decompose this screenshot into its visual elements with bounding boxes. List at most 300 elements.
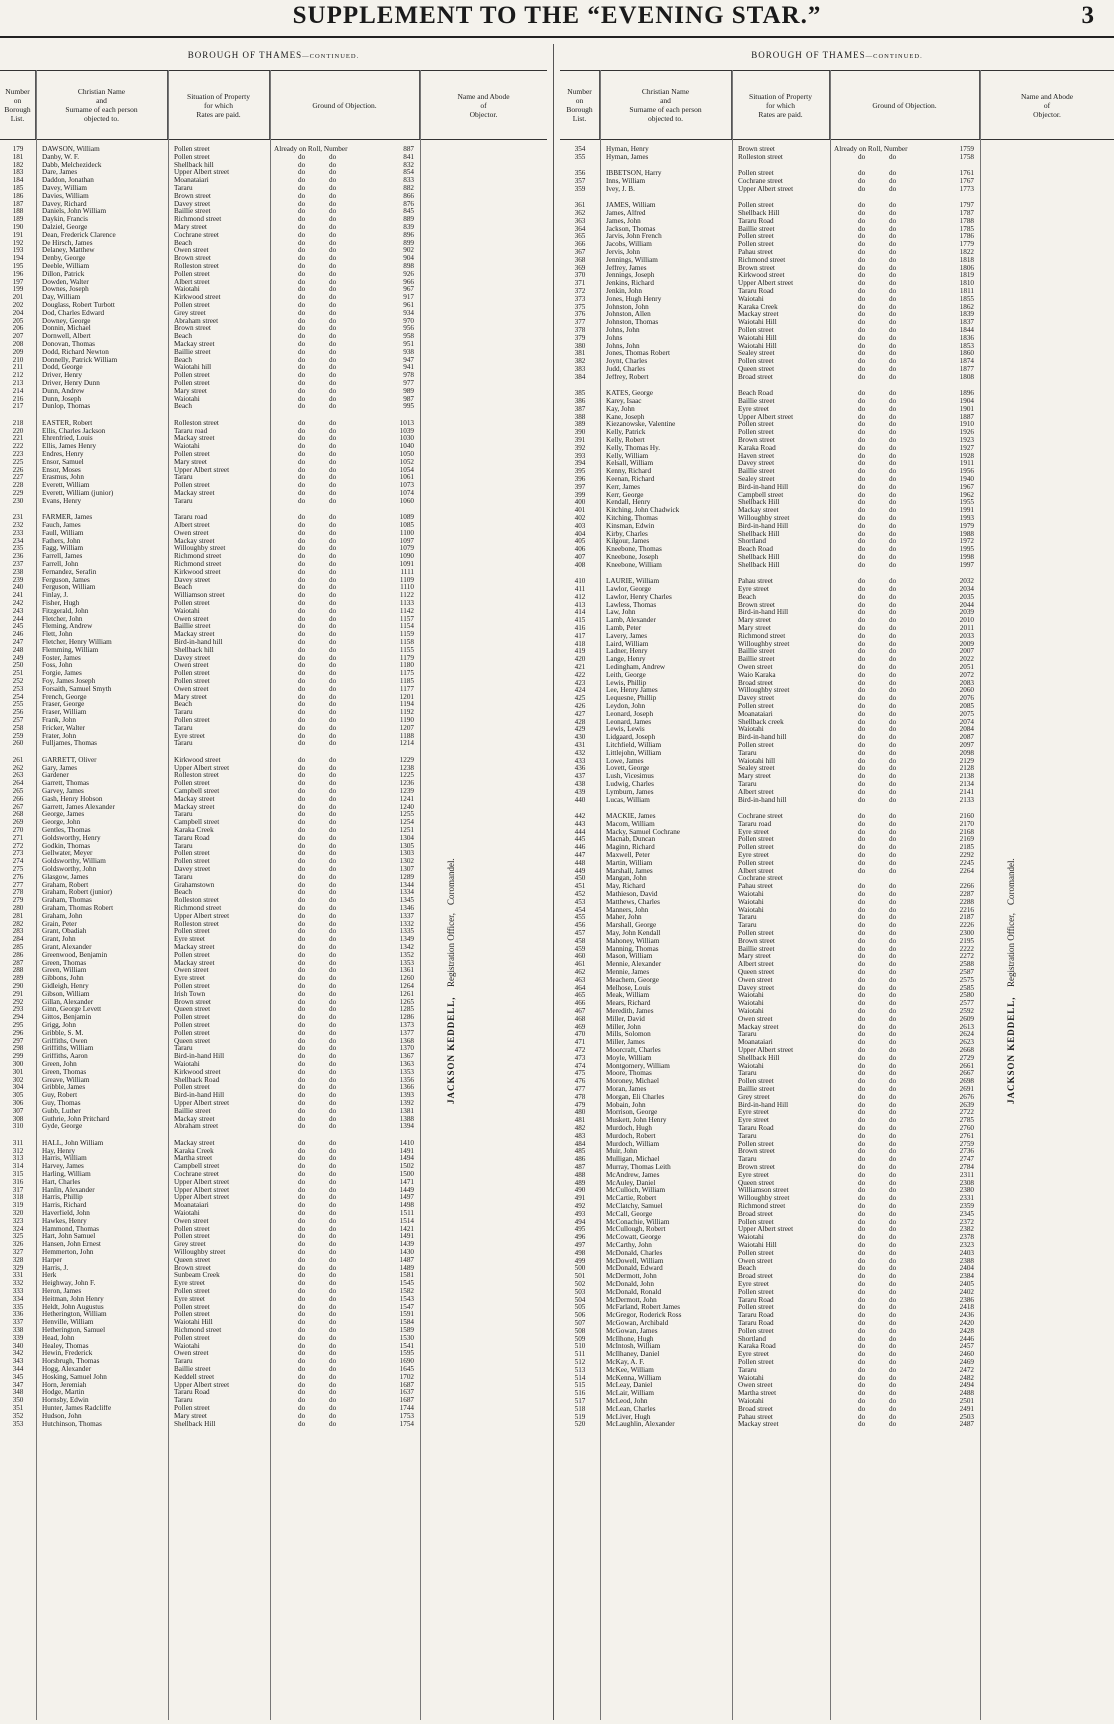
entry-roll-number: 2245 [959,859,974,867]
entry-name: McAndrew, James [606,1171,660,1179]
list-row [560,296,1114,304]
entry-name: Johnston, Allen [606,311,651,319]
entry-roll-number: 2592 [959,1008,974,1015]
entry-name: Karey, Isaac [606,398,642,405]
masthead-rule [0,36,1114,38]
entry-number: 216 [12,395,24,403]
entry-name: IBBETSON, Harry [606,170,662,178]
entry-name: Forsaith, Samuel Smyth [42,685,112,693]
list-row [0,1257,547,1265]
entry-name: Hodge, Martin [42,1389,85,1397]
entry-ground: do do [298,1029,337,1037]
entry-roll-number: 1582 [399,1288,414,1295]
entry-number: 421 [574,664,586,671]
entry-ground: do do [298,850,337,858]
list-row [560,844,1114,852]
entry-name: McGowan, Archibald [606,1320,669,1327]
entry-number: 209 [12,348,24,356]
entry-situation: Mary street [738,773,771,781]
entry-name: Mulligan, Michael [606,1156,660,1164]
entry-number: 291 [12,990,24,998]
entry-situation: Abraham street [174,317,219,325]
entry-name: Ledingham, Andrew [606,664,666,671]
entry-ground: do do [298,286,337,294]
entry-roll-number: 1904 [959,398,974,405]
entry-situation: Pollen street [174,983,210,990]
entry-name: Harris, J. [42,1264,69,1272]
entry-roll-number: 2134 [959,781,974,788]
entry-number: 205 [12,317,24,325]
list-row [560,899,1114,907]
entry-name: Griffiths, William [42,1045,94,1053]
entry-ground: do do [298,819,337,827]
entry-number: 282 [12,920,24,928]
entry-ground: do do [858,992,897,1000]
entry-roll-number: 2613 [959,1023,974,1031]
entry-roll-number: 1030 [399,435,414,443]
entry-situation: Pollen street [738,836,774,844]
entry-name: Jennings, Joseph [606,272,655,280]
entry-name: McDonald, Edward [606,1265,663,1273]
entry-situation: Waiotahi [174,607,200,615]
entry-name: Harris, William [42,1155,87,1163]
entry-number: 481 [574,1117,586,1125]
entry-ground: do do [298,545,337,553]
entry-number: 233 [12,529,24,537]
entry-name: Fulljames, Thomas [42,740,97,748]
list-row [0,193,547,201]
entry-ground: do do [858,1164,897,1171]
list-row [0,1108,547,1116]
entry-number: 367 [574,249,586,256]
entry-situation: Tararu [738,922,757,930]
entry-ground: do do [858,272,897,280]
entry-number: 395 [574,468,586,476]
list-row [560,241,1114,249]
entry-roll-number: 2010 [959,617,974,625]
entry-name: Danby, W. F. [42,153,80,161]
list-row [560,922,1114,930]
entry-ground: do do [298,834,337,842]
entry-roll-number: 2097 [959,742,974,749]
entry-situation: Upper Albert street [174,764,230,772]
masthead [0,0,1114,36]
entry-roll-number: 1410 [399,1139,414,1147]
entry-ground: do do [858,1296,897,1304]
entry-roll-number: 1956 [959,468,974,476]
entry-ground: do do [858,1117,897,1125]
entry-ground: do do [858,710,897,718]
entry-ground: do do [298,592,337,600]
entry-name: Heitman, John Henry [42,1295,104,1303]
entry-name: Leydon, John [606,703,646,710]
entry-name: Dabb, Melchezideck [42,161,102,169]
entry-name: Ginn, George Levett [42,1006,102,1014]
entry-ground: do do [298,615,337,623]
list-row [0,1030,547,1038]
entry-number: 453 [574,898,586,906]
entry-situation: Richmond street [174,561,222,568]
list-row [560,1055,1114,1063]
entry-number: 373 [574,295,586,303]
entry-number: 186 [12,192,24,200]
entry-name: Lamb, Alexander [606,617,656,625]
entry-ground: do do [298,1295,337,1303]
list-row [0,623,547,631]
entry-ground: do do [858,1195,897,1203]
entry-number: 399 [574,491,586,499]
entry-number: 325 [12,1233,24,1241]
entry-number: 188 [12,208,24,216]
entry-name: Melhose, Louis [606,984,651,992]
entry-roll-number: 2736 [959,1148,974,1156]
list-row [560,1117,1114,1125]
entry-number: 230 [12,497,24,505]
entry-roll-number: 1238 [399,764,414,772]
list-row [0,420,547,428]
entry-situation: Eyre street [738,828,769,836]
list-row [0,772,547,780]
entry-situation: Sealey street [738,765,775,773]
entry-ground: do do [858,788,897,796]
entry-situation: Brown street [174,192,211,200]
entry-name: Haverfield, John [42,1210,90,1217]
entry-ground: do do [298,1022,337,1029]
list-row [560,154,1114,162]
list-row [0,1092,547,1100]
entry-name: Goldsworthy, Henry [42,834,101,842]
list-row [560,891,1114,899]
entry-roll-number: 1110 [400,584,414,592]
entry-situation: Upper Albert street [738,413,794,421]
entry-roll-number: 2501 [959,1398,974,1405]
entry-ground: do do [858,609,897,617]
list-row [560,311,1114,319]
entry-roll-number: 2676 [959,1093,974,1101]
entry-ground: do do [858,734,897,742]
entry-number: 317 [12,1186,24,1194]
list-row [0,1272,547,1280]
entry-ground: do do [858,1304,897,1312]
entry-ground: do do [298,153,337,161]
list-row [0,1045,547,1053]
entry-ground: Already on Roll, Number [274,146,348,153]
entry-number: 285 [12,944,24,951]
entry-ground: do do [298,294,337,302]
list-row [560,1141,1114,1149]
entry-situation: Williamson street [738,1187,789,1195]
entry-name: Dodd, George [42,364,83,372]
entry-name: Lowe, James [606,757,644,765]
entry-roll-number: 958 [403,333,414,341]
entry-roll-number: 2585 [959,984,974,992]
entry-number: 512 [574,1359,586,1366]
entry-name: Grain, Peter [42,920,77,928]
entry-roll-number: 1393 [399,1092,414,1100]
entry-situation: Tararu [738,1156,757,1164]
entry-number: 194 [12,255,24,263]
entry-ground: do do [298,364,337,372]
entry-number: 270 [12,827,24,834]
entry-number: 428 [574,718,586,726]
entry-number: 287 [12,959,24,967]
entry-roll-number: 1430 [399,1249,414,1256]
entry-number: 331 [12,1272,24,1280]
entry-name: Harris, Richard [42,1202,87,1210]
entry-name: McAuley, Daniel [606,1179,656,1187]
list-row [0,960,547,968]
entry-roll-number: 1758 [959,153,974,161]
list-row [560,1070,1114,1078]
list-row [560,233,1114,241]
entry-situation: Waiotahi [738,1062,764,1070]
entry-ground: do do [298,1139,337,1147]
entry-roll-number: 2372 [959,1218,974,1226]
entry-name: Lamb, Peter [606,625,642,632]
entry-ground: do do [858,170,897,178]
entry-situation: Queen street [174,1006,211,1014]
entry-roll-number: 1844 [959,327,974,334]
entry-number: 313 [12,1155,24,1163]
entry-ground: do do [858,1273,897,1281]
entry-roll-number: 2491 [959,1405,974,1413]
list-row [560,1211,1114,1219]
entry-ground: do do [858,1054,897,1062]
header-col-name: Christian Name and Surname of each person objected to. [36,71,168,139]
entry-name: McCarthy, John [606,1242,652,1249]
list-row [560,170,1114,178]
entry-situation: Rolleston street [174,263,219,270]
entry-number: 273 [12,850,24,858]
entry-name: Healey, Thomas [42,1342,89,1350]
entry-name: Miller, David [606,1015,645,1023]
entry-roll-number: 1111 [400,568,414,576]
entry-roll-number: 2487 [959,1421,974,1429]
entry-number: 277 [12,881,24,889]
entry-roll-number: 2323 [959,1242,974,1249]
entry-situation: Upper Albert street [174,1381,230,1389]
entry-ground: do do [298,208,337,216]
list-row [560,773,1114,781]
entry-roll-number: 1285 [399,1006,414,1014]
entry-roll-number: 1962 [959,491,974,499]
entry-number: 262 [12,764,24,772]
entry-roll-number: 2380 [959,1187,974,1195]
entry-roll-number: 1179 [399,654,414,662]
entry-roll-number: 1545 [399,1280,414,1288]
entry-roll-number: 2195 [959,937,974,945]
entry-name: Grant, John [42,936,76,944]
entry-name: Maxwell, Peter [606,852,650,859]
entry-number: 452 [574,891,586,898]
entry-situation: Shellback Hill [738,561,780,569]
entry-ground: do do [298,1061,337,1068]
entry-roll-number: 2288 [959,898,974,906]
list-row [0,1123,547,1131]
list-row [0,866,547,874]
entry-number: 314 [12,1163,24,1171]
entry-number: 469 [574,1023,586,1031]
entry-number: 514 [574,1374,586,1382]
entry-ground: do do [858,241,897,249]
entry-name: Johnston, Thomas [606,319,659,327]
list-row [560,742,1114,750]
entry-ground: do do [298,756,337,764]
list-row [560,1156,1114,1164]
entry-number: 210 [12,356,24,364]
entry-number: 195 [12,263,24,270]
entry-name: Moyle, William [606,1054,652,1062]
entry-number: 381 [574,350,586,358]
entry-number: 473 [574,1054,586,1062]
list-row [0,780,547,788]
entry-number: 320 [12,1210,24,1217]
entry-name: Lee, Henry James [606,687,658,695]
list-row [0,349,547,357]
entry-ground: do do [858,1288,897,1296]
entry-roll-number: 1754 [399,1420,414,1428]
entry-name: Marshall, George [606,922,657,930]
entry-name: Green, John [42,1061,77,1068]
entry-name: Murdoch, William [606,1140,660,1148]
entry-roll-number: 951 [403,341,414,348]
entry-situation: Baillie street [738,648,775,656]
entry-situation: Waiotahi Hill [738,342,777,350]
entry-ground: do do [298,1084,337,1092]
entry-number: 265 [12,788,24,795]
list-row [0,1397,547,1405]
entry-roll-number: 1584 [399,1319,414,1327]
entry-ground: do do [858,483,897,491]
entry-situation: Tararu Road [738,1312,774,1320]
list-row [0,1100,547,1108]
entry-ground: do do [298,897,337,905]
entry-name: Lawlor, George [606,586,652,593]
entry-roll-number: 2482 [959,1374,974,1382]
entry-situation: Pollen street [174,1405,210,1412]
entry-number: 499 [574,1257,586,1265]
entry-roll-number: 1808 [959,373,974,381]
list-row [560,946,1114,954]
entry-situation: Waiotahi [738,906,764,914]
entry-ground: do do [858,468,897,476]
entry-name: Jackson, Thomas [606,225,656,233]
entry-number: 217 [12,403,24,411]
entry-number: 311 [12,1139,24,1147]
entry-roll-number: 2403 [959,1249,974,1257]
entry-number: 433 [574,757,586,765]
entry-number: 443 [574,820,586,828]
entry-ground: do do [858,334,897,342]
entry-number: 519 [574,1413,586,1421]
entry-situation: Moanataiari [174,177,209,185]
list-row [0,1116,547,1124]
entry-name: Maher, John [606,914,642,922]
entry-number: 293 [12,1006,24,1014]
entry-name: Kerr, James [606,483,641,491]
entry-ground: do do [858,765,897,773]
entry-situation: Upper Albert street [174,1178,230,1186]
entry-name: Faull, William [42,529,84,537]
entry-roll-number: 2588 [959,961,974,969]
entry-name: Downes, Joseph [42,286,89,294]
entry-roll-number: 2128 [959,765,974,773]
entry-name: McDermott, John [606,1273,657,1281]
list-row [560,1382,1114,1390]
entry-roll-number: 938 [403,348,414,356]
entry-number: 329 [12,1264,24,1272]
entry-number: 239 [12,576,24,584]
entry-ground: do do [298,1397,337,1405]
list-row [0,1061,547,1069]
entry-name: Everett, William [42,482,90,490]
entry-name: Gillan, Alexander [42,998,94,1006]
entry-number: 231 [12,514,24,522]
entry-roll-number: 1377 [399,1029,414,1037]
entry-roll-number: 2075 [959,710,974,718]
list-row [0,1084,547,1092]
list-row [560,492,1114,500]
entry-number: 364 [574,225,586,233]
entry-situation: Tararu [174,709,193,717]
list-row [0,639,547,647]
list-row [0,530,547,538]
entry-ground: do do [298,584,337,592]
entry-ground: do do [298,1264,337,1272]
entry-name: Hay, Henry [42,1147,76,1155]
entry-name: Garrett, Thomas [42,780,89,788]
entry-name: May, John Kendall [606,930,661,937]
entry-name: Fleming, Andrew [42,623,93,631]
entry-number: 377 [574,319,586,327]
entry-situation: Davey street [174,654,211,662]
list-row [560,711,1114,719]
entry-name: Morrison, George [606,1109,658,1117]
entry-number: 461 [574,961,586,969]
list-row [560,460,1114,468]
list-row [0,577,547,585]
list-row [0,1140,547,1148]
entry-name: Muir, John [606,1148,638,1156]
entry-ground: do do [298,701,337,709]
list-row [560,602,1114,610]
entry-ground: do do [298,1288,337,1295]
entry-number: 274 [12,858,24,866]
entry-name: French, George [42,693,87,701]
entry-name: Jones, Thomas Robert [606,350,670,358]
entry-name: Law, John [606,609,636,617]
entry-roll-number: 1806 [959,264,974,272]
entry-ground: do do [858,460,897,468]
entry-roll-number: 1581 [399,1272,414,1280]
list-row [560,1242,1114,1250]
entry-name: Mangan, John [606,875,647,883]
entry-name: Downey, George [42,317,91,325]
list-row [0,1413,547,1421]
list-row [560,953,1114,961]
list-row [0,882,547,890]
entry-ground: do do [298,1303,337,1311]
entry-roll-number: 926 [403,270,414,278]
entry-name: Guy, Thomas [42,1100,81,1107]
entry-roll-number: 2331 [959,1195,974,1203]
entry-ground: do do [858,507,897,515]
entry-number: 356 [574,170,586,178]
entry-roll-number: 1487 [399,1256,414,1264]
entry-ground: do do [858,1179,897,1187]
list-row [560,1125,1114,1133]
entry-ground: do do [858,358,897,366]
